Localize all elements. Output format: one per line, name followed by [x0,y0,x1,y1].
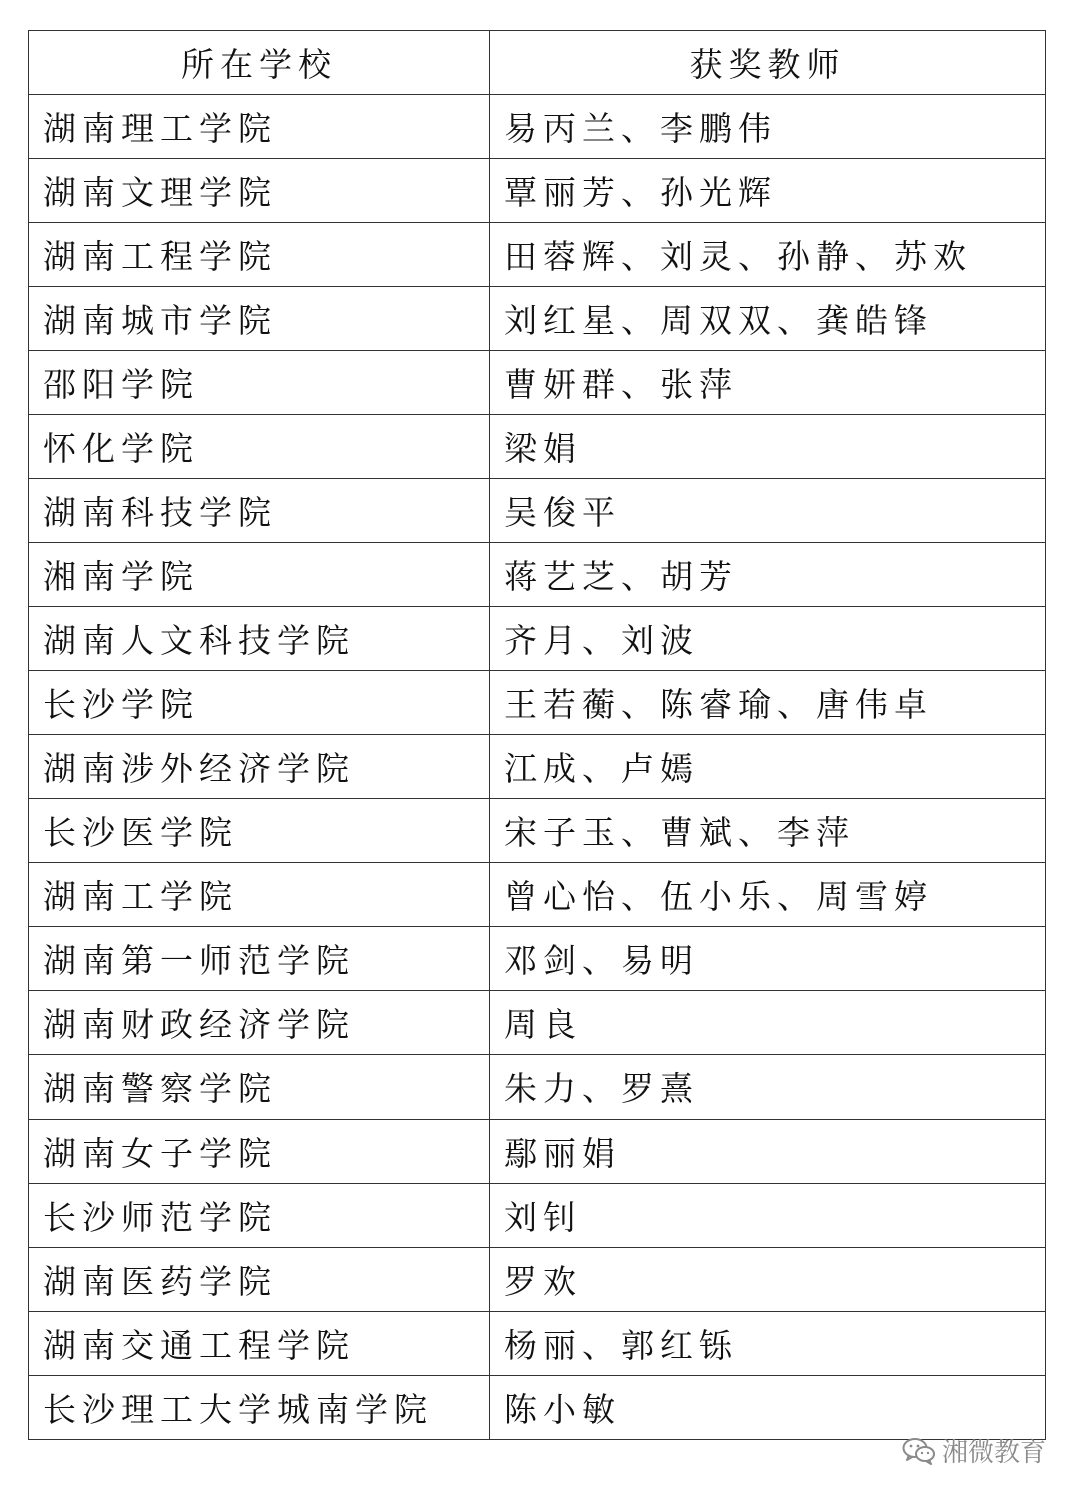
teachers-cell: 江成、卢嫣 [490,735,1046,799]
teachers-cell: 罗欢 [490,1247,1046,1311]
school-cell: 长沙学院 [29,671,490,735]
table-row [29,1055,1046,1119]
header-school: 所在学校 [29,31,490,95]
school-cell: 湖南警察学院 [29,1055,490,1119]
table-row [29,414,1046,478]
table-row [29,1247,1046,1311]
table-row [29,1311,1046,1375]
teachers-cell: 周良 [490,991,1046,1055]
teachers-cell: 杨丽、郭红铄 [490,1311,1046,1375]
school-cell: 湖南工学院 [29,863,490,927]
table-row [29,542,1046,606]
teachers-cell: 易丙兰、李鹏伟 [490,94,1046,158]
teachers-cell: 齐月、刘波 [490,607,1046,671]
school-cell: 湖南科技学院 [29,478,490,542]
school-cell: 湖南医药学院 [29,1247,490,1311]
table-row [29,927,1046,991]
table-row [29,735,1046,799]
table-body [29,94,1046,1440]
teachers-cell: 朱力、罗熹 [490,1055,1046,1119]
school-cell: 湖南女子学院 [29,1119,490,1183]
teachers-cell: 田蓉辉、刘灵、孙静、苏欢 [490,222,1046,286]
school-cell: 湖南城市学院 [29,286,490,350]
header-row [29,31,1046,95]
school-cell: 湘南学院 [29,542,490,606]
table-row [29,286,1046,350]
table-row [29,1119,1046,1183]
teachers-cell: 鄢丽娟 [490,1119,1046,1183]
school-cell: 湖南文理学院 [29,158,490,222]
table-row [29,350,1046,414]
watermark [902,1432,1046,1469]
teachers-cell: 覃丽芳、孙光辉 [490,158,1046,222]
teachers-cell: 邓剑、易明 [490,927,1046,991]
table-header [29,31,1046,95]
table-row [29,1375,1046,1439]
teachers-cell: 陈小敏 [490,1375,1046,1439]
teachers-cell: 宋子玉、曹斌、李萍 [490,799,1046,863]
watermark-text: 湘微教育 [941,1438,1046,1468]
teachers-cell: 梁娟 [490,414,1046,478]
table-row [29,607,1046,671]
table-row [29,158,1046,222]
table-row [29,222,1046,286]
table-row [29,991,1046,1055]
school-cell: 长沙医学院 [29,799,490,863]
school-cell: 湖南财政经济学院 [29,991,490,1055]
teachers-cell: 吴俊平 [490,478,1046,542]
table-row [29,863,1046,927]
school-cell: 长沙理工大学城南学院 [29,1375,490,1439]
table-row [29,671,1046,735]
school-cell: 长沙师范学院 [29,1183,490,1247]
header-teachers: 获奖教师 [490,31,1046,95]
table-row [29,799,1046,863]
table-row [29,1183,1046,1247]
school-cell: 湖南涉外经济学院 [29,735,490,799]
teachers-cell: 刘钊 [490,1183,1046,1247]
award-table [28,30,1046,1440]
teachers-cell: 曾心怡、伍小乐、周雪婷 [490,863,1046,927]
wechat-icon [902,1437,936,1465]
teachers-cell: 王若蘅、陈睿瑜、唐伟卓 [490,671,1046,735]
table-row [29,478,1046,542]
table-row [29,94,1046,158]
school-cell: 湖南理工学院 [29,94,490,158]
teachers-cell: 蒋艺芝、胡芳 [490,542,1046,606]
school-cell: 湖南第一师范学院 [29,927,490,991]
teachers-cell: 曹妍群、张萍 [490,350,1046,414]
school-cell: 湖南交通工程学院 [29,1311,490,1375]
school-cell: 怀化学院 [29,414,490,478]
school-cell: 湖南人文科技学院 [29,607,490,671]
teachers-cell: 刘红星、周双双、龚皓锋 [490,286,1046,350]
school-cell: 邵阳学院 [29,350,490,414]
school-cell: 湖南工程学院 [29,222,490,286]
